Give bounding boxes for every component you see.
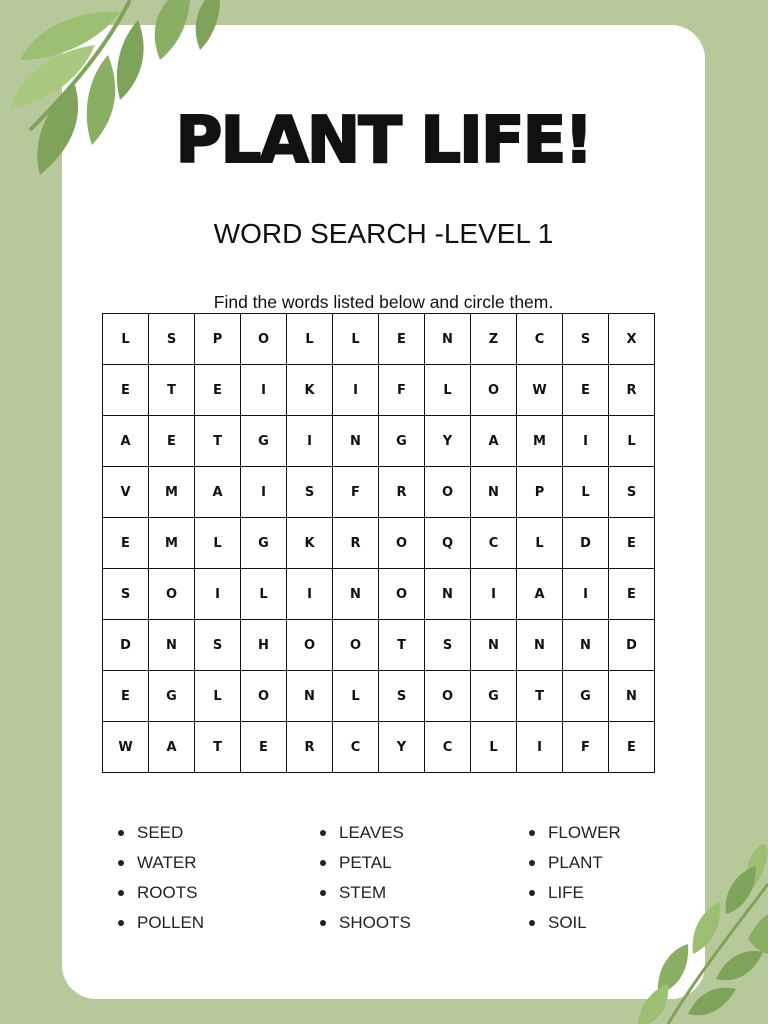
grid-cell[interactable]: O [379, 569, 425, 620]
grid-cell[interactable]: O [149, 569, 195, 620]
grid-cell[interactable]: G [471, 671, 517, 722]
grid-cell[interactable]: L [563, 467, 609, 518]
grid-cell[interactable]: S [287, 467, 333, 518]
grid-cell[interactable]: E [149, 416, 195, 467]
grid-cell[interactable]: E [609, 722, 655, 773]
grid-cell[interactable]: N [517, 620, 563, 671]
grid-row [103, 671, 655, 722]
grid-cell[interactable]: L [241, 569, 287, 620]
grid-cell[interactable]: G [241, 416, 287, 467]
grid-row [103, 416, 655, 467]
grid-cell[interactable]: S [149, 314, 195, 365]
grid-cell[interactable]: T [195, 722, 241, 773]
grid-cell[interactable]: P [517, 467, 563, 518]
page-subtitle: WORD SEARCH -LEVEL 1 [213, 218, 554, 249]
grid-cell[interactable]: L [287, 314, 333, 365]
grid-cell[interactable]: T [149, 365, 195, 416]
grid-cell[interactable]: C [471, 518, 517, 569]
grid-cell[interactable]: E [103, 365, 149, 416]
grid-cell[interactable]: M [517, 416, 563, 467]
grid-cell[interactable]: N [425, 569, 471, 620]
grid-cell[interactable]: E [195, 365, 241, 416]
grid-cell[interactable]: I [241, 365, 287, 416]
grid-cell[interactable]: R [333, 518, 379, 569]
grid-cell[interactable]: F [563, 722, 609, 773]
grid-cell[interactable]: Y [425, 416, 471, 467]
grid-row [103, 365, 655, 416]
grid-cell[interactable]: N [563, 620, 609, 671]
grid-cell[interactable]: I [563, 569, 609, 620]
grid-cell[interactable]: S [379, 671, 425, 722]
grid-cell[interactable]: L [471, 722, 517, 773]
page-title: PLANT LIFE! [175, 104, 592, 178]
grid-row [103, 722, 655, 773]
grid-row [103, 620, 655, 671]
grid-cell[interactable]: G [379, 416, 425, 467]
grid-cell[interactable]: T [195, 416, 241, 467]
grid-cell[interactable]: O [425, 671, 471, 722]
grid-cell[interactable]: L [103, 314, 149, 365]
grid-cell[interactable]: N [471, 467, 517, 518]
grid-cell[interactable]: I [195, 569, 241, 620]
instructions-text: Find the words listed below and circle them. [213, 292, 554, 312]
grid-cell[interactable]: T [379, 620, 425, 671]
grid-cell[interactable]: A [149, 722, 195, 773]
word-search-grid [102, 313, 655, 773]
word-list-item: WATER [118, 848, 204, 878]
grid-cell[interactable]: I [563, 416, 609, 467]
grid-row [103, 467, 655, 518]
grid-cell[interactable]: I [241, 467, 287, 518]
word-list-column-1 [118, 818, 204, 938]
grid-cell[interactable]: A [103, 416, 149, 467]
grid-cell[interactable]: N [333, 416, 379, 467]
grid-cell[interactable]: E [241, 722, 287, 773]
grid-cell[interactable]: K [287, 518, 333, 569]
grid-cell[interactable]: O [241, 671, 287, 722]
grid-cell[interactable]: S [195, 620, 241, 671]
word-list-item: SHOOTS [320, 908, 411, 938]
grid-cell[interactable]: E [103, 518, 149, 569]
grid-cell[interactable]: M [149, 467, 195, 518]
grid-cell[interactable]: A [517, 569, 563, 620]
grid-cell[interactable]: Y [379, 722, 425, 773]
grid-cell[interactable]: W [103, 722, 149, 773]
grid-cell[interactable]: N [609, 671, 655, 722]
word-list-column-3 [529, 818, 621, 938]
grid-row [103, 569, 655, 620]
grid-cell[interactable]: S [563, 314, 609, 365]
word-list-item: POLLEN [118, 908, 204, 938]
grid-cell[interactable]: L [609, 416, 655, 467]
grid-cell[interactable]: I [471, 569, 517, 620]
grid-cell[interactable]: E [609, 518, 655, 569]
grid-cell[interactable]: L [517, 518, 563, 569]
grid-cell[interactable]: K [287, 365, 333, 416]
grid-cell[interactable]: M [149, 518, 195, 569]
grid-cell[interactable]: L [333, 314, 379, 365]
grid-cell[interactable]: S [103, 569, 149, 620]
grid-cell[interactable]: L [425, 365, 471, 416]
grid-cell[interactable]: C [425, 722, 471, 773]
grid-cell[interactable]: Q [425, 518, 471, 569]
grid-cell[interactable]: W [517, 365, 563, 416]
word-list-item: LIFE [529, 878, 621, 908]
grid-cell[interactable]: E [563, 365, 609, 416]
grid-cell[interactable]: D [563, 518, 609, 569]
grid-cell[interactable]: P [195, 314, 241, 365]
grid-cell[interactable]: A [471, 416, 517, 467]
grid-row [103, 518, 655, 569]
grid-cell[interactable]: R [609, 365, 655, 416]
grid-cell[interactable]: N [471, 620, 517, 671]
grid-cell[interactable]: I [287, 569, 333, 620]
word-list-item: FLOWER [529, 818, 621, 848]
grid-cell[interactable]: R [287, 722, 333, 773]
grid-cell[interactable]: N [425, 314, 471, 365]
grid-cell[interactable]: E [609, 569, 655, 620]
grid-cell[interactable]: D [609, 620, 655, 671]
grid-cell[interactable]: G [563, 671, 609, 722]
grid-cell[interactable]: O [425, 467, 471, 518]
grid-cell[interactable]: S [425, 620, 471, 671]
grid-cell[interactable]: F [333, 467, 379, 518]
word-list-column-2 [320, 818, 411, 938]
grid-cell[interactable]: X [609, 314, 655, 365]
grid-cell[interactable]: S [609, 467, 655, 518]
grid-cell[interactable]: N [333, 569, 379, 620]
grid-cell[interactable]: V [103, 467, 149, 518]
word-list-item: PETAL [320, 848, 411, 878]
grid-cell[interactable]: O [287, 620, 333, 671]
grid-cell[interactable]: C [333, 722, 379, 773]
grid-cell[interactable]: E [103, 671, 149, 722]
word-list-item: SEED [118, 818, 204, 848]
grid-cell[interactable]: L [195, 671, 241, 722]
grid-cell[interactable]: O [471, 365, 517, 416]
word-list-item: PLANT [529, 848, 621, 878]
grid-cell[interactable]: I [287, 416, 333, 467]
grid-cell[interactable]: C [517, 314, 563, 365]
grid-cell[interactable]: D [103, 620, 149, 671]
grid-cell[interactable]: O [379, 518, 425, 569]
grid-cell[interactable]: R [379, 467, 425, 518]
grid-cell[interactable]: O [241, 314, 287, 365]
grid-cell[interactable]: E [379, 314, 425, 365]
grid-cell[interactable]: G [241, 518, 287, 569]
grid-cell[interactable]: N [149, 620, 195, 671]
grid-cell[interactable]: F [379, 365, 425, 416]
grid-cell[interactable]: T [517, 671, 563, 722]
grid-cell[interactable]: A [195, 467, 241, 518]
grid-cell[interactable]: Z [471, 314, 517, 365]
grid-row [103, 314, 655, 365]
grid-cell[interactable]: H [241, 620, 287, 671]
grid-cell[interactable]: O [333, 620, 379, 671]
grid-cell[interactable]: L [195, 518, 241, 569]
grid-cell[interactable]: I [333, 365, 379, 416]
word-list-item: LEAVES [320, 818, 411, 848]
word-list-item: SOIL [529, 908, 621, 938]
word-list-item: STEM [320, 878, 411, 908]
grid-cell[interactable]: I [517, 722, 563, 773]
grid-cell[interactable]: L [333, 671, 379, 722]
grid-cell[interactable]: G [149, 671, 195, 722]
word-list-item: ROOTS [118, 878, 204, 908]
grid-cell[interactable]: N [287, 671, 333, 722]
